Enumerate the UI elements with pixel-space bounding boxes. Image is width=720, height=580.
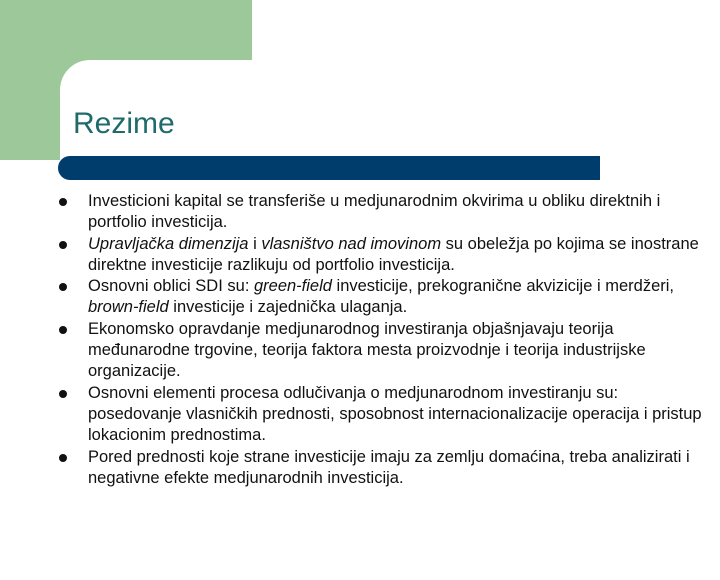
- title-underline-bar: [58, 156, 600, 180]
- bullet-item: [56, 447, 716, 490]
- bullet-text: su obeležja po kojima se inostrane direktne investicije razlikuju od portfolio investicija.: [88, 234, 699, 274]
- bullet-item: [56, 319, 716, 383]
- bullet-item: [56, 191, 716, 234]
- bullet-emphasis: green-field: [253, 277, 332, 296]
- bullet-dot-icon: [59, 454, 67, 462]
- bullet-dot-icon: [59, 390, 67, 398]
- slide-title: Rezime: [73, 107, 175, 140]
- bullet-text: Pored prednosti koje strane investicije imaju za zemlju domaćina, treba analizirati i negativne efekte medjunarodnih investicija.: [88, 447, 690, 487]
- bullet-dot-icon: [59, 283, 67, 291]
- bullet-emphasis: vlasništvo nad imovinom: [261, 234, 442, 253]
- bullet-text: Ekonomsko opravdanje medjunarodnog investiranja objašnjavaju teorija međunarodne trgovine, teorija faktora mesta proizvodnje i teorija industrijske organizacije.: [88, 319, 646, 381]
- bullet-dot-icon: [59, 198, 67, 206]
- bullet-text: investicije, prekogranične akvizicije i merdžeri,: [331, 277, 674, 296]
- bullet-dot-icon: [59, 326, 67, 334]
- bullet-item: [56, 234, 716, 277]
- bullet-dot-icon: [59, 241, 67, 249]
- bullet-text: Osnovni elementi procesa odlučivanja o medjunarodnom investiranju su: posedovanje vlasničkih prednosti, sposobnost internacionalizacije operacija i pristup lokacionim prednostima.: [88, 383, 702, 445]
- bullet-emphasis: Upravljačka dimenzija: [88, 234, 249, 253]
- bullet-text: Osnovni oblici SDI su:: [88, 277, 254, 296]
- bullet-item: [56, 383, 716, 447]
- bullet-text: Investicioni kapital se transferiše u medjunarodnim okvirima u obliku direktnih i portfolio investicija.: [88, 192, 661, 232]
- bullet-text: investicije i zajednička ulaganja.: [168, 298, 408, 317]
- bullet-list: [56, 191, 716, 489]
- bullet-item: [56, 276, 716, 319]
- bullet-emphasis: brown-field: [88, 298, 169, 317]
- bullet-text: i: [248, 234, 262, 253]
